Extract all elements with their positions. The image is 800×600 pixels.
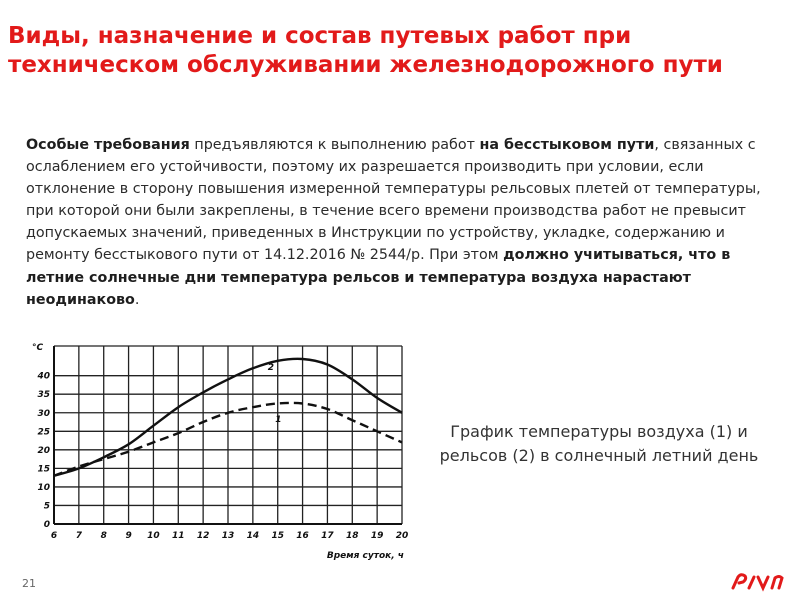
x-tick-label: 10 xyxy=(147,531,160,541)
x-tick-label: 6 xyxy=(50,531,58,541)
y-tick-label: 35 xyxy=(37,390,50,401)
emphasis-summer-days: должно учитываться, что в летние солнечные дни температура рельсов и температура воздуха нарастают неодинаково xyxy=(26,247,731,308)
series-label-1: 1 xyxy=(275,415,282,426)
x-tick-label: 20 xyxy=(395,531,409,541)
y-tick-label: 25 xyxy=(37,427,50,438)
rzd-logo xyxy=(727,568,787,594)
y-tick-label: 0 xyxy=(43,520,50,530)
y-tick-label: 30 xyxy=(37,408,50,419)
x-tick-label: 13 xyxy=(221,531,235,541)
y-tick-label: 10 xyxy=(37,482,50,493)
x-tick-label: 11 xyxy=(172,531,185,541)
emphasis-continuous-track: на бесстыковом пути xyxy=(479,137,655,153)
x-tick-label: 16 xyxy=(296,531,309,541)
chart-grid xyxy=(54,346,402,524)
x-tick-label: 9 xyxy=(125,531,132,541)
x-tick-label: 8 xyxy=(100,531,107,541)
y-tick-label: 5 xyxy=(43,501,50,512)
y-tick-label: 20 xyxy=(37,445,50,456)
emphasis-special-requirements: Особые требования xyxy=(26,137,190,153)
x-tick-label: 17 xyxy=(321,531,334,541)
temperature-chart xyxy=(22,334,422,570)
x-tick-label: 19 xyxy=(370,531,384,541)
x-axis-label: Время суток, ч xyxy=(326,551,404,561)
series-label-2: 2 xyxy=(267,363,275,374)
body-paragraph xyxy=(26,134,766,311)
text-segment: предъявляются к выполнению работ xyxy=(189,137,480,153)
text-segment: , связанных с ослаблением его устойчивости, поэтому их разрешается производить при условии, если отклонение в сторону повышения измеренной температуры рельсовых плетей от температуры, при которой они были закреплены, в течение всего времени производства работ не превысит допускаемых значений, приведенных в Инструкции по устройству, укладке, содержанию и ремонту бесстыкового пути от 14.12.2016 № 2544/р. При этом xyxy=(26,137,761,264)
slide-title: Виды, назначение и состав путевых работ при техническом обслуживании железнодорожного пути xyxy=(8,23,723,78)
x-tick-label: 18 xyxy=(346,531,359,541)
y-tick-label: 40 xyxy=(37,371,50,382)
x-tick-label: 14 xyxy=(246,531,260,541)
x-tick-label: 15 xyxy=(271,531,284,541)
text-segment: . xyxy=(134,291,140,308)
x-axis-ticks xyxy=(51,531,408,541)
x-tick-label: 7 xyxy=(75,531,82,541)
y-tick-label: 15 xyxy=(37,464,50,475)
y-axis-ticks xyxy=(36,372,50,530)
page-number: 21 xyxy=(22,577,36,590)
y-axis-unit: °C xyxy=(32,343,44,353)
chart-caption: График температуры воздуха (1) и рельсов (2) в солнечный летний день xyxy=(439,422,759,465)
x-tick-label: 12 xyxy=(196,531,210,541)
